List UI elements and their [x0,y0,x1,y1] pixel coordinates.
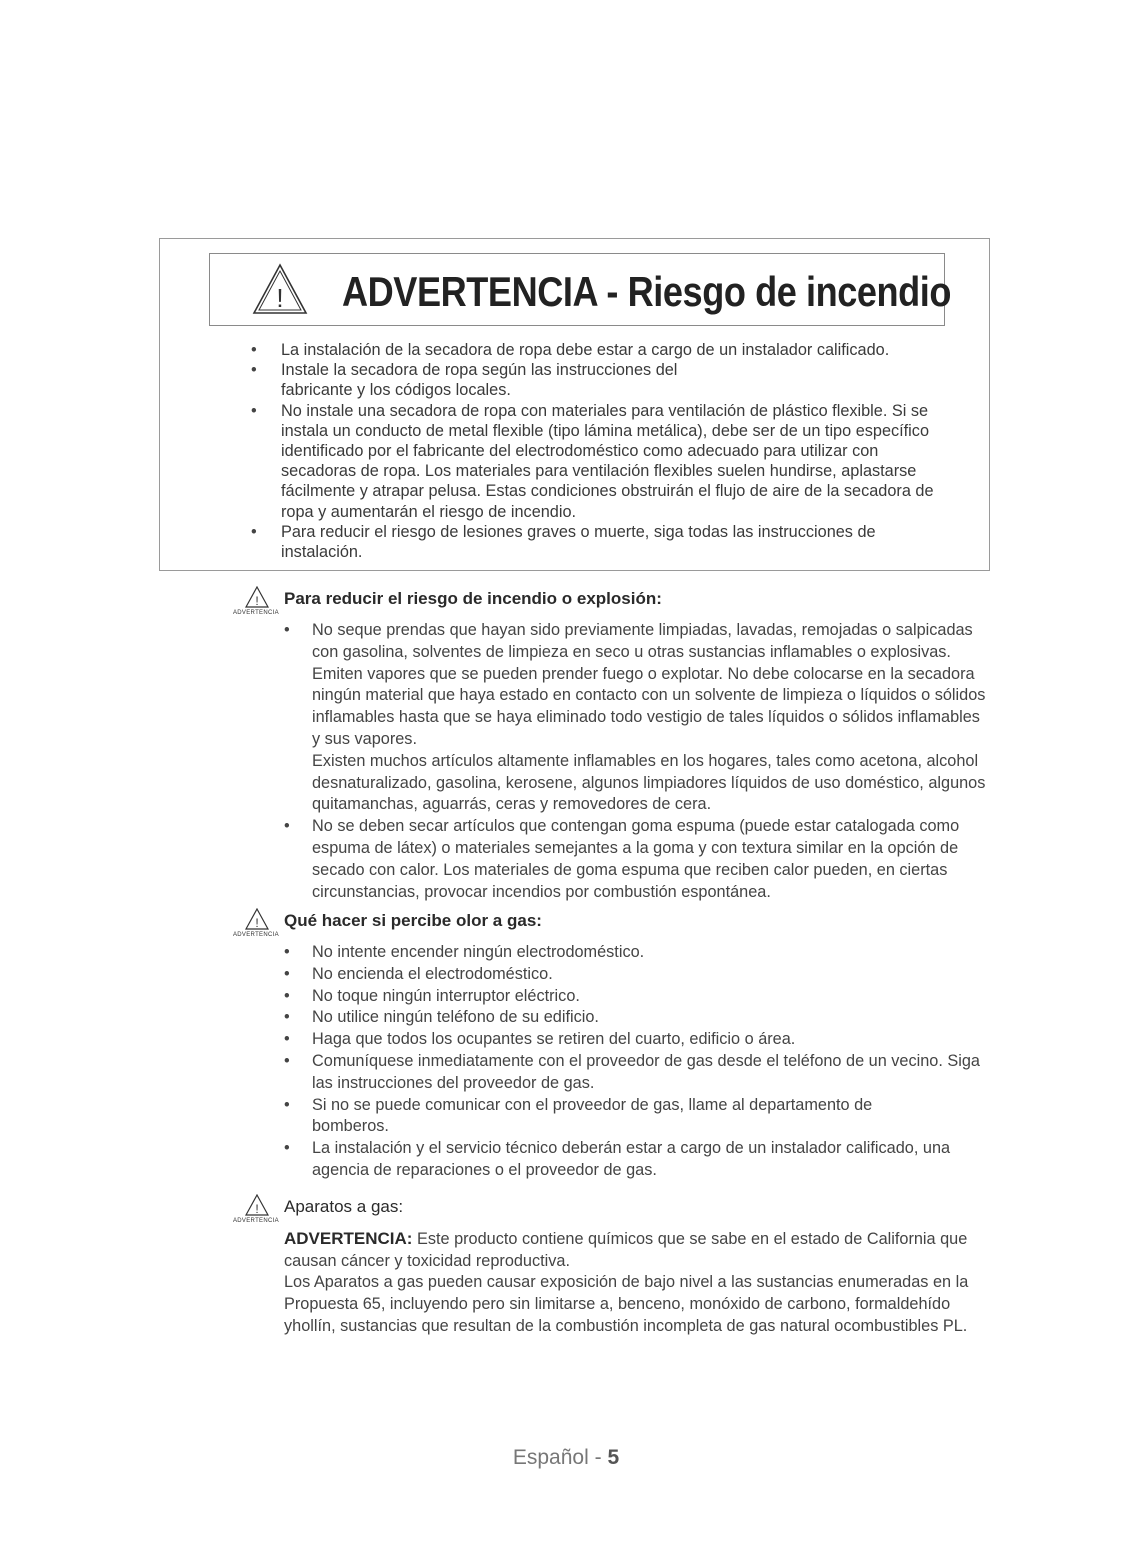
warning-triangle-icon [251,262,309,316]
list-item: • La instalación de la secadora de ropa debe estar a cargo de un instalador calificado. [245,340,945,360]
warning-title-box [209,253,952,326]
warning-icon-label: ADVERTENCIA [233,932,279,938]
warning-icon-label: ADVERTENCIA [233,1218,279,1224]
warning-label: ADVERTENCIA: [284,1229,413,1248]
list-item: • No intente encender ningún electrodoméstico. [282,942,992,964]
section-title: Para reducir el riesgo de incendio o explosión: [284,589,662,608]
warning-triangle-icon [245,1194,269,1216]
svg-text:!: ! [276,283,284,313]
svg-text:!: ! [255,594,259,608]
footer-language: Español - [512,1446,608,1469]
list-item: • La instalación y el servicio técnico deberán estar a cargo de un instalador calificado, una agencia de reparaciones o el proveedor de gas. [282,1138,992,1182]
list-item: • Comuníquese inmediatamente con el proveedor de gas desde el teléfono de un vecino. Siga las instrucciones del proveedor de gas. [282,1051,992,1095]
gas-smell-list [282,942,992,1182]
list-item: • No toque ningún interruptor eléctrico. [282,986,992,1008]
warning-title: ADVERTENCIA - Riesgo de incendio [342,268,952,315]
list-item: • Para reducir el riesgo de lesiones graves o muerte, siga todas las instrucciones de instalación. [245,522,945,562]
prop65-warning [284,1228,984,1273]
list-item: • Instale la secadora de ropa según las instrucciones del fabricante y los códigos locales. [245,360,945,400]
warning-text: Este producto contiene químicos que se sabe en el estado de California que causan cáncer y toxicidad reproductiva. [284,1230,968,1270]
list-item: • Si no se puede comunicar con el proveedor de gas, llame al departamento de bomberos. [282,1095,992,1139]
page-number: 5 [607,1446,620,1469]
gas-appliances-paragraph: Los Aparatos a gas pueden causar exposición de bajo nivel a las sustancias enumeradas en la Propuesta 65, incluyendo pero sin limitarse a, benceno, monóxido de carbono, formaldehído yhollín, sustancias que resultan de la combustión incompleta de gas natural ocombustibles PL. [284,1273,969,1335]
section-title: Qué hacer si percibe olor a gas: [284,911,542,930]
list-item: • No instale una secadora de ropa con materiales para ventilación de plástico flexible. Si se instala un conducto de metal flexible (tipo lámina metálica), debe ser de un tipo específico identificado por el fabricante del electrodoméstico como adecuado para utilizar con secadoras de ropa. Los materiales para ventilación flexibles suelen hundirse, aplastarse fácilmente y atrapar pelusa. Estas condiciones obstruirán el flujo de aire de la secadora de ropa y aumentarán el riesgo de incendio. [245,401,945,522]
paragraph: • No seque prendas que hayan sido previamente limpiadas, lavadas, remojadas o salpicadas con gasolina, solventes de limpieza en seco u otras sustancias inflamables o explosivas. Emiten vapores que se pueden prender fuego o explotar. No debe colocarse en la secadora ningún material que haya estado en contacto con un solvente de limpieza o líquidos o sólidos inflamables hasta que se haya eliminado todo vestigio de tales líquidos o sólidos inflamables y sus vapores. [312,621,986,748]
warning-triangle-icon [245,908,269,930]
paragraph: Existen muchos artículos altamente inflamables en los hogares, tales como acetona, alcohol desnaturalizado, gasolina, kerosene, algunos limpiadores líquidos de uso doméstico, algunos quitamanchas, aguarrás, ceras y removedores de cera. [312,751,986,814]
svg-text:!: ! [255,1202,259,1216]
section-title: Aparatos a gas: [284,1197,404,1216]
warning-icon-label: ADVERTENCIA [233,610,279,616]
warning-triangle-icon [245,586,269,608]
list-item: • No se deben secar artículos que contengan goma espuma (puede estar catalogada como espuma de látex) o materiales semejantes a la goma y con textura similar en la opción de secado con calor. Los materiales de goma espuma que reciben calor pueden, en ciertas circunstancias, provocar incendios por combustión espontánea. [282,816,992,903]
fire-risk-list [245,340,945,562]
list-item: • No utilice ningún teléfono de su edificio. [282,1007,992,1029]
svg-text:!: ! [255,916,259,930]
page-footer [0,1446,1132,1470]
fire-explosion-list [282,620,992,903]
list-item: • No encienda el electrodoméstico. [282,964,992,986]
list-item [282,620,992,816]
list-item: • Haga que todos los ocupantes se retiren del cuarto, edificio o área. [282,1029,992,1051]
